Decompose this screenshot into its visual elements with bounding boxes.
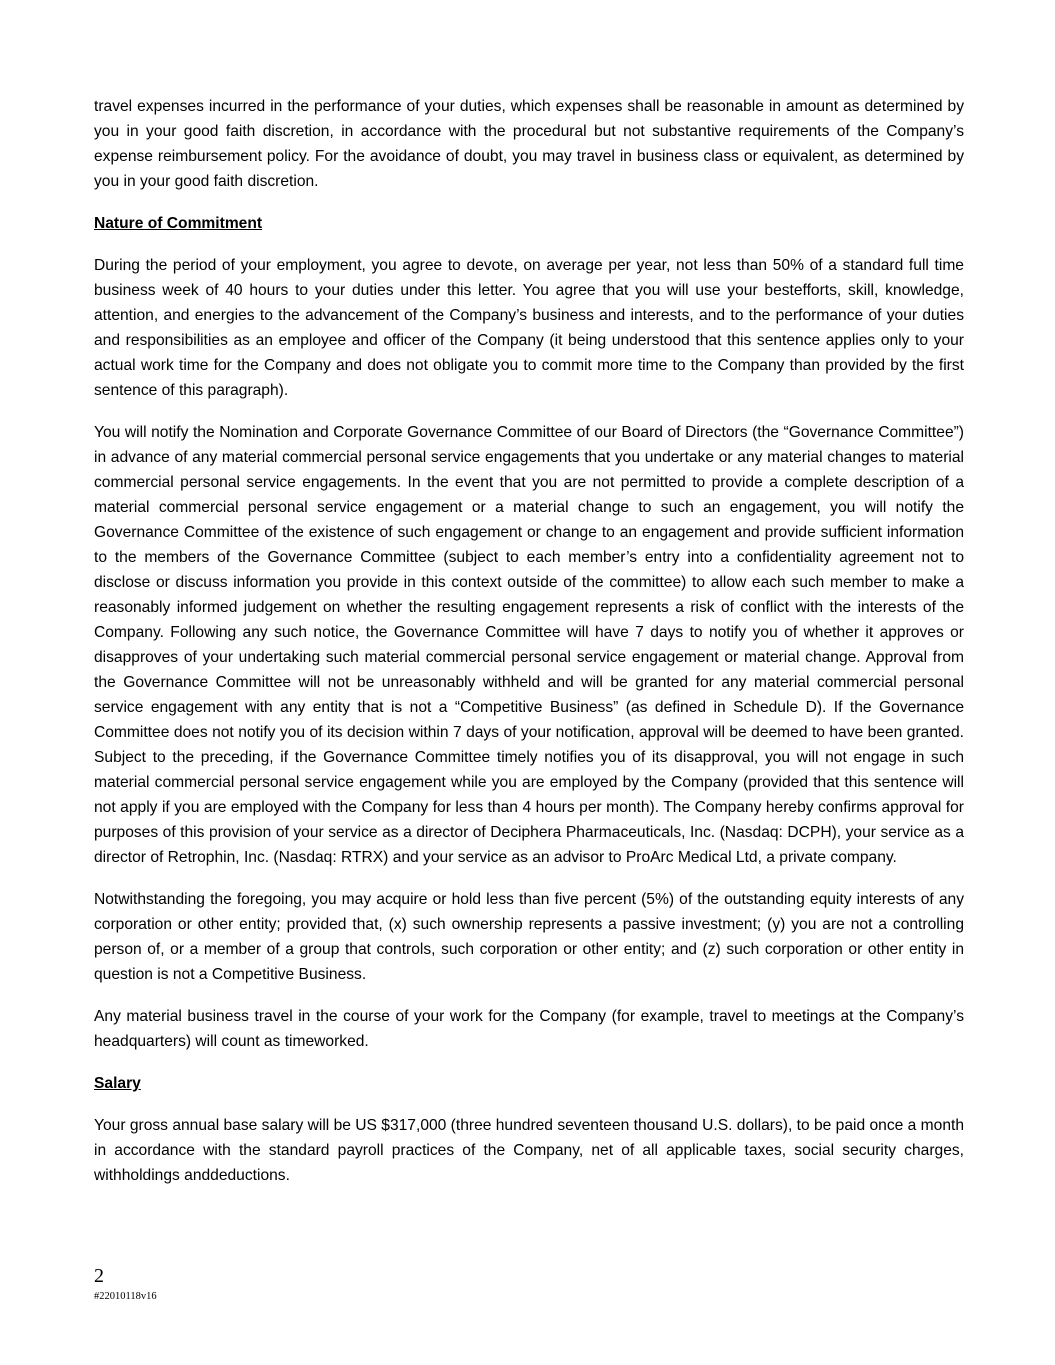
paragraph-equity-interests: Notwithstanding the foregoing, you may acquire or hold less than five percent (5%) of the outstanding equity interests of any corporation or other entity; provided that, (x) such ownership represents a passive investment; (y) you are not a controlling person of, or a member of a group that controls, such corporation or other entity; and (z) such corporation or other entity in question is not a Competitive Business. [94, 891, 964, 983]
paragraph-governance-committee: You will notify the Nomination and Corporate Governance Committee of our Board of Directors (the “Governance Committee”) in advance of any material commercial personal service engagements that you undertake or any material changes to material commercial personal service engagements. In the event that you are not permitted to provide a complete description of a material commercial personal service engagement or a material change to such an engagement, you will notify the Governance Committee of the existence of such engagement or change to an engagement and provide sufficient information to the members of the Governance Committee (subject to each member’s entry into a confidentiality agreement not to disclose or discuss information you provide in this context outside of the committee) to allow each such member to make a reasonably informed judgement on whether the resulting engagement represents a risk of conflict with the interests of the Company. Following any such notice, the Governance Committee will have 7 days to notify you of whether it approves or disapproves of your undertaking such material commercial personal service engagement or material change. Approval from the Governance Committee will not be unreasonably withheld and will be granted for any material commercial personal service engagement with any entity that is not a “Competitive Business” (as defined in Schedule D). If the Governance Committee does not notify you of its decision within 7 days of your notification, approval will be deemed to have been granted. Subject to the preceding, if the Governance Committee timely notifies you of its disapproval, you will not engage in such material commercial personal service engagement while you are employed by the Company (provided that this sentence will not apply if you are employed with the Company for less than 4 hours per month). The Company hereby confirms approval for purposes of this provision of your service as a director of Deciphera Pharmaceuticals, Inc. (Nasdaq: DCPH), your service as a director of Retrophin, Inc. (Nasdaq: RTRX) and your service as an advisor to ProArc Medical Ltd, a private company. [94, 424, 964, 866]
paragraph-salary: Your gross annual base salary will be US $317,000 (three hundred seventeen thousand U.S. dollars), to be paid once a month in accordance with the standard payroll practices of the Company, net of all applicable taxes, social security charges, withholdings anddeductions. [94, 1117, 964, 1184]
document-body [94, 94, 964, 1205]
paragraph-business-travel: Any material business travel in the course of your work for the Company (for example, travel to meetings at the Company’s headquarters) will count as timeworked. [94, 1008, 964, 1050]
heading-salary: Salary [94, 1075, 141, 1092]
document-id: #22010118v16 [94, 1291, 157, 1302]
page-number: 2 [94, 1265, 104, 1287]
paragraph-commitment-time: During the period of your employment, you agree to devote, on average per year, not less than 50% of a standard full time business week of 40 hours to your duties under this letter. You agree that you will use your bestefforts, skill, knowledge, attention, and energies to the advancement of the Company’s business and interests, and to the performance of your duties and responsibilities as an employee and officer of the Company (it being understood that this sentence applies only to your actual work time for the Company and does not obligate you to commit more time to the Company than provided by the first sentence of this paragraph). [94, 257, 964, 399]
paragraph-travel-expenses: travel expenses incurred in the performance of your duties, which expenses shall be reasonable in amount as determined by you in your good faith discretion, in accordance with the procedural but not substantive requirements of the Company’s expense reimbursement policy. For the avoidance of doubt, you may travel in business class or equivalent, as determined by you in your good faith discretion. [94, 98, 964, 190]
heading-nature-of-commitment: Nature of Commitment [94, 215, 263, 232]
